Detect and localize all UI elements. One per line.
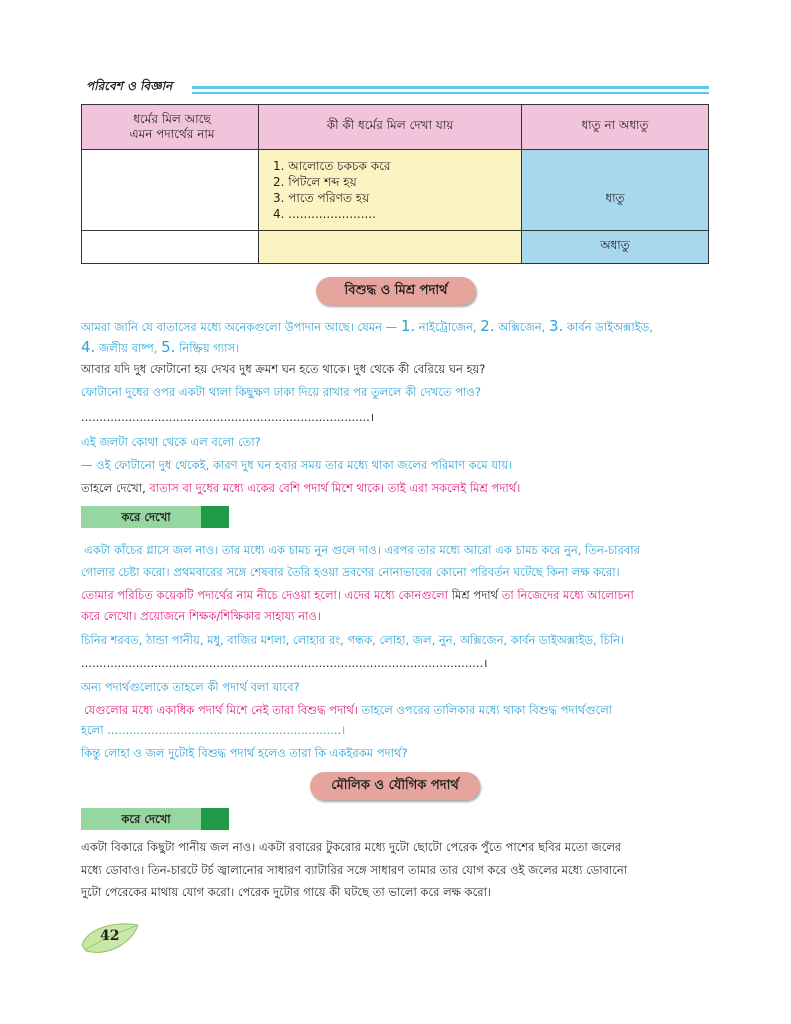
substance-list: চিনির শরবত, ঠান্ডা পানীয়, মধু, বাজির মশলা, লোহার রং, গন্ধক, লোহা, জল, নুন, অক্সিজেন, কার্বন ডাইঅক্সাইড, চিনি। (81, 633, 625, 647)
paragraph-water-question: এই জলটা কোথা থেকে এল বলো তো? (81, 435, 261, 449)
header-common-properties: কী কী ধর্মের মিল দেখা যায় (326, 118, 454, 132)
text-span: তাহলে ওপরের তালিকার মধ্যে থাকা বিশুদ্ধ পদার্থগুলো (361, 703, 613, 717)
text-span: কার্বন ডাইঅক্সাইড, (566, 320, 653, 334)
activity1-line (84, 702, 612, 718)
table-row (82, 150, 709, 231)
property-item: 1. আলোতে চকচক করে (273, 159, 391, 173)
activity-label: করে দেখো (121, 812, 171, 826)
activity-label-box (81, 506, 229, 528)
table-header-cell (522, 105, 709, 150)
text-span: তোমার পরিচিত কয়েকটি পদার্থের নাম নীচে দেওয়া হলো। এদের মধ্যে কোনগুলো (81, 588, 449, 602)
table-header-cell (259, 105, 522, 150)
answer-blank: হলো ................................................................। (81, 723, 346, 737)
text-span-emphasis: মিশ্র পদার্থ (451, 588, 499, 602)
text-span: নাইট্রোজেন, (418, 320, 477, 334)
list-number: 1. (400, 317, 416, 335)
text-span: আমরা জানি যে বাতাসের মধ্যে অনেকগুলো উপাদান আছে। যেমন — (81, 320, 398, 334)
table-cell-nonmetal (522, 231, 709, 264)
activity2-line: মধ্যে ডোবাও। তিন-চারটে টর্চ জ্বালানোর সাধারণ ব্যাটারির সঙ্গে সাধারণ তামার তার যোগ করে ওই জলের মধ্যে ডোবানো (81, 863, 628, 877)
activity1-line: কিন্তু লোহা ও জল দুটোই বিশুদ্ধ পদার্থ হলেও তারা কি একইরকম পদার্থ? (81, 746, 408, 760)
table-header-cell (82, 105, 259, 150)
table-cell-empty (82, 231, 259, 264)
activity1-line: গোলার চেষ্টা করো। প্রথমবারের সঙ্গে শেষবার তৈরি হওয়া দ্রবণের নোনাভাবের কোনো পরিবর্তন ঘটেছে কিনা লক্ষ করো। (81, 565, 620, 579)
paragraph-air-components (81, 318, 653, 335)
activity-label: করে দেখো (121, 510, 171, 524)
table-row (82, 231, 709, 264)
text-span: জলীয় বাষ্প, (98, 341, 158, 355)
page-number: 42 (100, 928, 120, 944)
table-cell-empty (259, 231, 522, 264)
list-number: 3. (548, 317, 564, 335)
section-heading-pure-mixed: বিশুদ্ধ ও মিশ্র পদার্থ (316, 277, 476, 305)
header-metal-or-nonmetal: ধাতু না অধাতু (581, 118, 649, 132)
text-span: নিষ্ক্রিয় গ্যাস। (179, 341, 240, 355)
paragraph-mixture-conclusion (81, 480, 520, 496)
answer-blank: ..............................................................................................................। (81, 656, 488, 670)
activity1-line: একটা কাঁচের গ্লাসে জল নাও। তার মধ্যে এক চামচ নুন গুলে দাও। এরপর তার মধ্যে আরো এক চামচ করে নুন, তিন-চারবার (84, 543, 640, 557)
text-span: তা নিজেদের মধ্যে আলোচনা (501, 588, 634, 602)
paragraph-air-components-cont (81, 339, 239, 356)
activity2-line: একটা বিকারে কিছুটা পানীয় জল নাও। একটা রবারের টুকরোর মধ্যে দুটো ছোটো পেরেক পুঁতে পাশের ছবির মতো জলের (81, 840, 622, 854)
table-cell-properties (259, 150, 522, 231)
paragraph-water-answer: — ওই ফোটানো দুধ থেকেই, কারণ দুধ ঘন হবার সময় তার মধ্যে থাকা জলের পরিমাণ কমে যায়। (81, 458, 513, 472)
activity1-line (81, 587, 634, 603)
nonmetal-label: অধাতু (600, 238, 630, 252)
paragraph-plate-question: ফোটানো দুধের ওপর একটা থালা কিছুক্ষণ ঢাকা দিয়ে রাখার পর তুললে কী দেখতে পাও? (81, 385, 481, 399)
property-item: 2. পিটলে শব্দ হয় (273, 175, 357, 189)
activity1-line: অন্য পদার্থগুলোকে তাহলে কী পদার্থ বলা যাবে? (81, 680, 300, 694)
section-heading-element-compound: মৌলিক ও যৌগিক পদার্থ (310, 772, 480, 800)
metal-label: ধাতু (605, 191, 625, 205)
answer-blank: ...............................................................................। (81, 410, 375, 424)
header-rule-bottom (192, 92, 709, 94)
text-span-highlight: বাতাস বা দুধের মধ্যে একের বেশি পদার্থ মিশে থাকে। তাই এরা সকলেই মিশ্র পদার্থ। (149, 481, 521, 495)
text-span: অক্সিজেন, (498, 320, 546, 334)
activity1-line: করে লেখো। প্রয়োজনে শিক্ষক/শিক্ষিকার সাহায্য নাও। (81, 609, 321, 623)
list-number: 4. (81, 338, 96, 356)
table-cell-metal (522, 150, 709, 231)
paragraph-milk-boil: আবার যদি দুধ ফোটানো হয় দেখব দুধ ক্রমশ ঘন হতে থাকে। দুধ থেকে কী বেরিয়ে ঘন হয়? (81, 362, 486, 376)
text-span-highlight: যেগুলোর মধ্যে একাধিক পদার্থ মিশে নেই তারা বিশুদ্ধ পদার্থ। (84, 703, 358, 717)
header-substance-name: ধর্মের মিল আছে এমন পদার্থের নাম (129, 112, 215, 141)
running-header: পরিবেশ ও বিজ্ঞান (86, 79, 173, 93)
properties-table (81, 104, 709, 264)
text-span: তাহলে দেখো, (81, 481, 146, 495)
list-number: 5. (161, 338, 176, 356)
table-cell-empty (82, 150, 259, 231)
activity-label-box (81, 808, 229, 830)
property-item: 3. পাতে পরিণত হয় (273, 191, 370, 205)
property-item: 4. ....................... (273, 207, 376, 221)
activity2-line: দুটো পেরেকের মাথায় যোগ করো। পেরেক দুটোর গায়ে কী ঘটছে তা ভালো করে লক্ষ করো। (81, 885, 492, 899)
table-header-row (82, 105, 709, 150)
list-number: 2. (480, 317, 495, 335)
header-rule-top (192, 86, 709, 89)
